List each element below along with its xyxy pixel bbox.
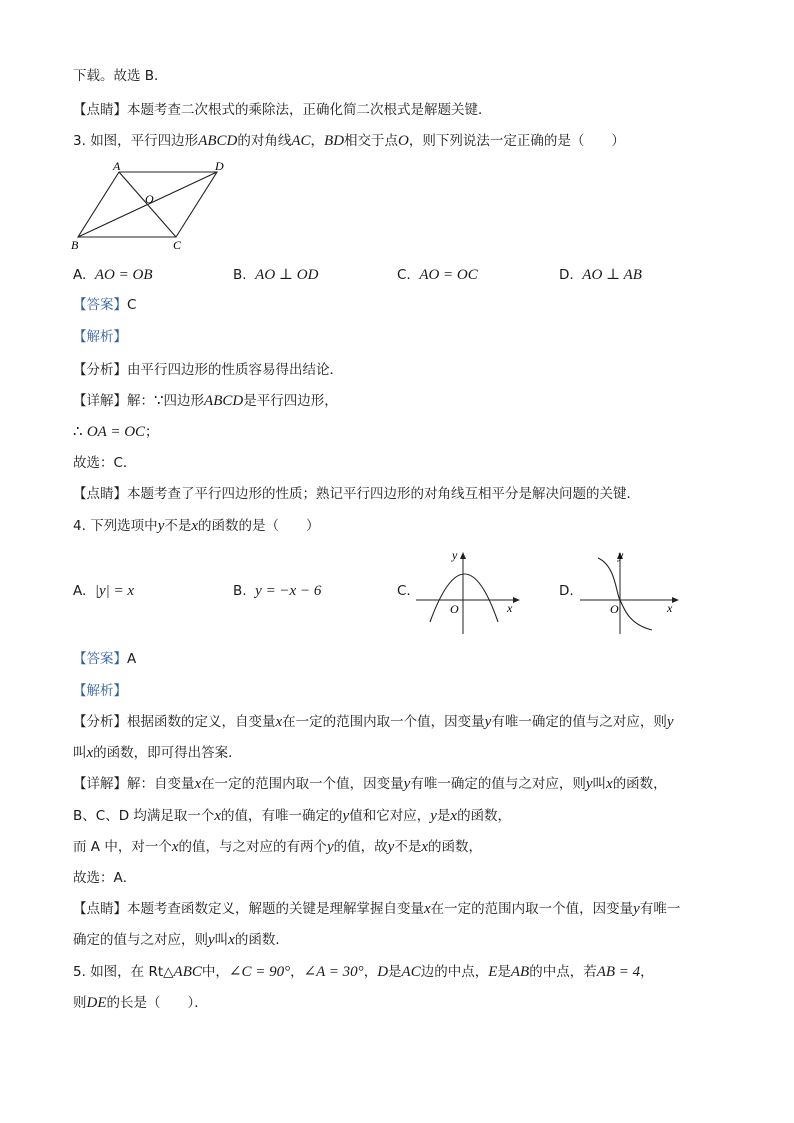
- math: y: [327, 839, 334, 855]
- text: 叫: [592, 776, 607, 792]
- option-label: C.: [397, 267, 411, 283]
- q4-answer: [73, 649, 136, 669]
- text: ，: [363, 964, 378, 980]
- tag-answer: 【答案】: [73, 651, 127, 667]
- q4-option-a: [73, 581, 134, 601]
- text: 则: [73, 995, 87, 1011]
- text: 值和它对应，: [349, 808, 431, 824]
- text: ，: [640, 964, 654, 980]
- math: ∠C = 90°: [228, 964, 291, 980]
- math: x: [86, 745, 94, 761]
- text: 解：: [127, 393, 154, 409]
- text: ，则下列说法一定正确的是（ ）: [408, 133, 625, 149]
- option-label: B.: [233, 267, 247, 283]
- math: y: [208, 932, 215, 948]
- math: y: [157, 518, 165, 534]
- text: 的函数，: [612, 776, 667, 792]
- text: 根据函数的定义，自变量: [127, 714, 276, 730]
- math: y: [666, 714, 674, 730]
- text: 的长是（ ）．: [106, 995, 208, 1011]
- math: ABC: [173, 964, 202, 980]
- answer-value: A: [127, 651, 137, 667]
- text: 的函数，即可得出答案．: [93, 745, 242, 761]
- text: 的值，有唯一确定的: [221, 808, 343, 824]
- text: 叫: [214, 932, 229, 948]
- tag-answer: 【答案】: [73, 297, 127, 313]
- dianjing-prev: [73, 100, 492, 120]
- text: 四边形: [163, 393, 205, 409]
- text: 的函数．: [234, 932, 289, 948]
- graph-c-parabola: [412, 546, 524, 638]
- q3-xiangjie: [73, 391, 338, 411]
- math: x: [606, 776, 613, 792]
- text: ；: [145, 424, 159, 440]
- q3-option-a: [73, 265, 153, 285]
- graph-d-curve: [576, 546, 688, 638]
- option-label: D.: [559, 267, 574, 283]
- text: 确定的值与之对应，则: [73, 932, 208, 948]
- option-expr: AO = OC: [419, 267, 478, 283]
- math: AB = 4: [596, 964, 641, 980]
- label-a: A: [113, 159, 121, 173]
- q4-option-d: [559, 581, 574, 601]
- math: x: [214, 808, 222, 824]
- text: 是: [388, 964, 402, 980]
- label-x: x: [507, 601, 513, 615]
- text: 在一定的范围内取一个值，因变量: [201, 776, 404, 792]
- math: x: [421, 839, 429, 855]
- text: 故选：C．: [73, 455, 137, 471]
- label-x: x: [667, 601, 673, 615]
- question-3: [73, 131, 625, 151]
- math: x: [450, 808, 458, 824]
- label-o: O: [610, 602, 619, 616]
- tag-xiangjie: 【详解】: [73, 776, 127, 792]
- math: y: [430, 808, 437, 824]
- text: 有唯一确定的值与之对应，则: [491, 714, 667, 730]
- text: 的函数，: [457, 808, 512, 824]
- text: 的对角线: [237, 133, 292, 149]
- text: 是平行四边形，: [243, 393, 338, 409]
- math: ABCD: [198, 133, 238, 149]
- text: 故选：A．: [73, 870, 137, 886]
- q4-dianjing: [73, 899, 680, 919]
- math: y: [387, 839, 395, 855]
- tag-jiexi: 【解析】: [73, 329, 127, 345]
- text: 相交于点: [344, 133, 399, 149]
- text: B、C、D 均满足取一个: [73, 808, 215, 824]
- text: 的中点，若: [529, 964, 597, 980]
- option-label: B.: [233, 583, 247, 599]
- math: y: [403, 776, 411, 792]
- text: 是: [436, 808, 451, 824]
- q4-fenxi: [73, 712, 674, 732]
- option-expr: AO ⊥ OD: [255, 267, 319, 283]
- math: y: [585, 776, 593, 792]
- label-b: B: [71, 238, 79, 252]
- q4-fenxi-line2: [73, 743, 242, 763]
- q3-option-c: [397, 265, 478, 285]
- q3-step: [73, 422, 159, 442]
- answer-value: C: [127, 297, 137, 313]
- text: 如图，在 Rt△: [90, 964, 174, 980]
- q4-dianjing-line2: [73, 930, 289, 950]
- q4-guxuan: [73, 868, 136, 888]
- q3-jiexi: [73, 327, 127, 347]
- text: 是: [497, 964, 511, 980]
- option-label: D.: [559, 583, 574, 599]
- text: ，: [310, 133, 325, 149]
- text: 中，: [201, 964, 229, 980]
- math: AC: [401, 964, 421, 980]
- math: y: [342, 808, 350, 824]
- function-curve: [598, 558, 652, 630]
- math: E: [488, 964, 498, 980]
- question-5: [73, 962, 654, 982]
- label-y: y: [618, 548, 624, 562]
- text: 的值，与之对应的有两个: [178, 839, 327, 855]
- text: 本题考查二次根式的乘除法，正确化简二次根式是解题关键．: [127, 102, 492, 118]
- q4-jiexi: [73, 681, 127, 701]
- math: ∠A = 30°: [303, 964, 364, 980]
- q3-fenxi: [73, 360, 343, 380]
- math: BD: [324, 133, 345, 149]
- option-expr: y = −x − 6: [255, 583, 322, 599]
- question-4: [73, 516, 320, 536]
- text: 不是: [394, 839, 422, 855]
- therefore-symbol: ∴: [73, 424, 83, 440]
- tag-fenxi: 【分析】: [73, 714, 127, 730]
- tag-dianjing: 【点睛】: [73, 486, 127, 502]
- text: 在一定的范围内取一个值，因变量: [282, 714, 485, 730]
- q4-xiangjie: [73, 774, 667, 794]
- tag-fenxi: 【分析】: [73, 362, 127, 378]
- math: ABCD: [204, 393, 244, 409]
- math: y: [484, 714, 492, 730]
- q3-guxuan: [73, 453, 136, 473]
- math: x: [194, 776, 202, 792]
- text: 的函数，: [428, 839, 483, 855]
- option-expr: |y| = x: [94, 583, 135, 599]
- option-expr: AO = OB: [94, 267, 153, 283]
- q3-option-b: [233, 265, 318, 285]
- text: 不是: [164, 518, 192, 534]
- math: DE: [86, 995, 107, 1011]
- y-arrow-icon: [460, 552, 466, 559]
- math: x: [191, 518, 199, 534]
- label-c: C: [173, 238, 182, 252]
- q4-option-c: [397, 581, 411, 601]
- text: 本题考查了平行四边形的性质；熟记平行四边形的对角线互相平分是解决问题的关键．: [127, 486, 640, 502]
- q-number: 4.: [73, 518, 86, 534]
- q3-answer: [73, 295, 136, 315]
- text: 边的中点，: [420, 964, 489, 980]
- text: 如图，平行四边形: [90, 133, 199, 149]
- math: x: [275, 714, 283, 730]
- math: x: [424, 901, 431, 917]
- math: y: [633, 901, 640, 917]
- label-d: D: [215, 159, 224, 173]
- option-label: C.: [397, 583, 411, 599]
- label-o: O: [450, 602, 459, 616]
- text: 而 A 中，对一个: [73, 839, 172, 855]
- option-label: A.: [73, 583, 87, 599]
- math: AC: [291, 133, 311, 149]
- math: x: [228, 932, 235, 948]
- line-download: [73, 66, 168, 86]
- option-label: A.: [73, 267, 87, 283]
- tag-xiangjie: 【详解】: [73, 393, 127, 409]
- tag-jiexi: 【解析】: [73, 683, 127, 699]
- text: 下载。故选 B．: [73, 68, 168, 84]
- option-expr: AO ⊥ AB: [582, 267, 642, 283]
- label-o: O: [145, 192, 154, 206]
- tag-dianjing: 【点睛】: [73, 901, 127, 917]
- because-symbol: ∵: [154, 393, 164, 409]
- q4-line2: [73, 806, 511, 826]
- q4-option-b: [233, 581, 321, 601]
- math: D: [377, 964, 389, 980]
- text: 有唯一: [639, 901, 681, 917]
- q3-dianjing: [73, 484, 640, 504]
- text: 本题考查函数定义，解题的关键是理解掌握自变量: [127, 901, 424, 917]
- text: 有唯一确定的值与之对应，则: [410, 776, 586, 792]
- text: 叫: [73, 745, 87, 761]
- math: x: [171, 839, 179, 855]
- text: 解：自变量: [127, 776, 195, 792]
- q4-line3: [73, 837, 482, 857]
- text: 在一定的范围内取一个值，因变量: [430, 901, 634, 917]
- text: ，: [290, 964, 304, 980]
- tag-dianjing: 【点睛】: [73, 102, 127, 118]
- q3-option-d: [559, 265, 642, 285]
- math: AB: [510, 964, 530, 980]
- text: 由平行四边形的性质容易得出结论．: [127, 362, 343, 378]
- q-number: 5.: [73, 964, 86, 980]
- x-arrow-icon: [513, 597, 520, 603]
- label-y: y: [452, 548, 458, 562]
- question-5-line2: [73, 993, 208, 1013]
- q-number: 3.: [73, 133, 86, 149]
- text: 的函数的是（ ）: [198, 518, 320, 534]
- math: O: [398, 133, 409, 149]
- parabola-curve: [430, 574, 498, 622]
- parallelogram-figure: [65, 155, 245, 255]
- math: OA = OC: [86, 424, 146, 440]
- text: 的值，故: [333, 839, 388, 855]
- x-arrow-icon: [672, 597, 679, 603]
- text: 下列选项中: [90, 518, 158, 534]
